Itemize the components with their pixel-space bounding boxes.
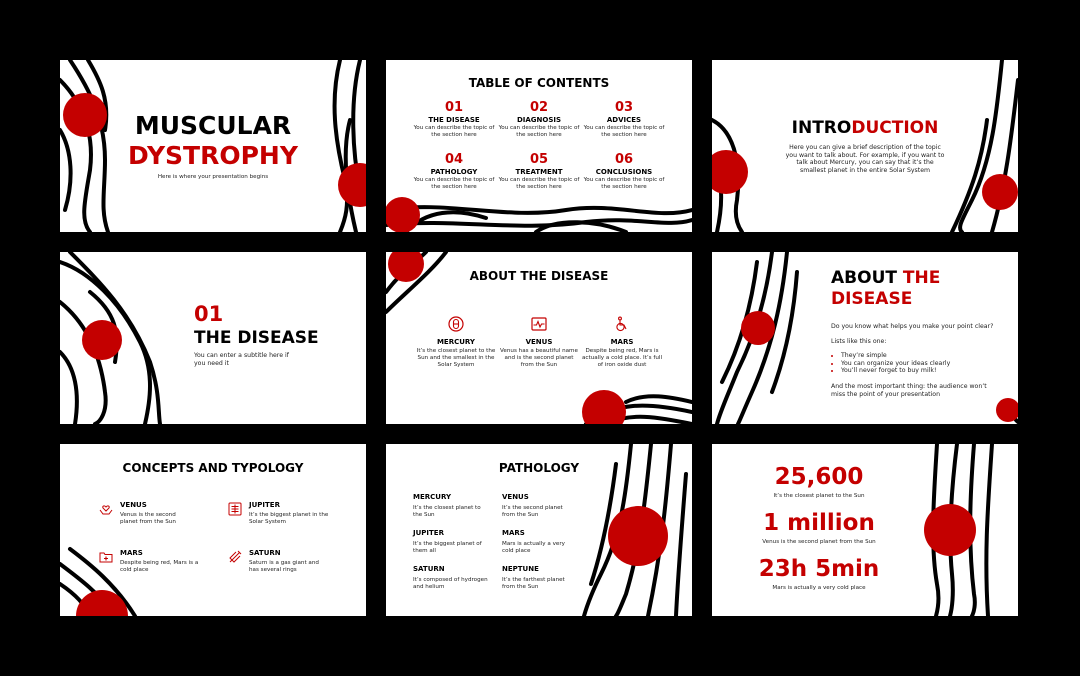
toc-item bbox=[412, 100, 496, 139]
slide-body: Here you can give a brief description of the topic you want to talk about. For example, if you want to talk about Mercury, you can say that it’s the smallest planet in the entire Solar System bbox=[785, 144, 945, 174]
slide-title: CONCEPTS AND TYPOLOGY bbox=[122, 461, 304, 475]
syringe-icon bbox=[228, 550, 242, 564]
slide-title bbox=[831, 268, 1011, 310]
title-part-black: ABOUT bbox=[831, 268, 903, 288]
toc-description: You can describe the topic of the section here bbox=[583, 177, 665, 190]
toc-item bbox=[497, 100, 581, 139]
slide-5-about-disease-icons-thumbnail[interactable] bbox=[386, 252, 692, 424]
feature-description: Despite being red, Mars is actually a cold place. It’s full of iron oxide dust bbox=[582, 348, 662, 368]
concept-title: VENUS bbox=[120, 501, 147, 509]
section-number: 01 bbox=[194, 302, 224, 326]
red-circle bbox=[608, 506, 668, 566]
wheelchair-icon bbox=[614, 316, 630, 332]
slide-title bbox=[712, 118, 1018, 138]
title-part-red: THE bbox=[902, 268, 941, 288]
slide-1-title-thumbnail[interactable] bbox=[60, 60, 366, 232]
slide-2-table-of-contents-thumbnail[interactable] bbox=[386, 60, 692, 232]
toc-description: You can describe the topic of the section here bbox=[498, 177, 580, 190]
hands-heart-icon bbox=[99, 502, 113, 516]
red-circle bbox=[63, 93, 107, 137]
slide-8-pathology-thumbnail[interactable] bbox=[386, 444, 692, 616]
heart-monitor-icon bbox=[531, 316, 547, 332]
pill-capsule-icon bbox=[448, 316, 464, 332]
pathology-description: Mars is actually a very cold place bbox=[502, 541, 565, 554]
concept-title: MARS bbox=[120, 549, 143, 557]
red-circle bbox=[924, 504, 976, 556]
toc-title: THE DISEASE bbox=[428, 116, 480, 124]
slide-4-section-thumbnail[interactable] bbox=[60, 252, 366, 424]
slide-title-line-2: DYSTROPHY bbox=[128, 141, 298, 170]
toc-title: TREATMENT bbox=[515, 168, 563, 176]
toc-number: 06 bbox=[614, 152, 634, 167]
section-title: THE DISEASE bbox=[194, 328, 319, 348]
stat-value: 23h 5min bbox=[758, 556, 880, 582]
stat-value: 25,600 bbox=[774, 464, 864, 490]
red-circle bbox=[996, 398, 1018, 422]
list-lead: Lists like this one: bbox=[831, 338, 887, 345]
toc-item bbox=[497, 152, 581, 191]
slide-title: PATHOLOGY bbox=[498, 461, 580, 475]
slide-question: Do you know what helps you make your point clear? bbox=[831, 323, 994, 330]
pathology-description: It’s the second planet from the Sun bbox=[502, 505, 563, 518]
xray-chest-icon bbox=[228, 502, 242, 516]
toc-description: You can describe the topic of the section here bbox=[583, 125, 665, 138]
pathology-title: MARS bbox=[502, 529, 525, 537]
feature-title: VENUS bbox=[525, 338, 553, 346]
title-part-red: DISEASE bbox=[831, 289, 913, 309]
slide-9-stats-thumbnail[interactable] bbox=[712, 444, 1018, 616]
toc-number: 03 bbox=[614, 100, 634, 115]
feature-title: MERCURY bbox=[436, 338, 476, 346]
title-part-red: DUCTION bbox=[851, 118, 939, 138]
feature-description: It’s the closest planet to the Sun and the smallest in the Solar System bbox=[416, 348, 496, 368]
toc-number: 05 bbox=[529, 152, 549, 167]
pathology-title: MERCURY bbox=[413, 493, 452, 501]
toc-number: 04 bbox=[444, 152, 464, 167]
slide-title-line-1: MUSCULAR bbox=[134, 111, 292, 140]
slide-subtitle: Here is where your presentation begins bbox=[157, 174, 269, 180]
stat-description: It’s the closest planet to the Sun bbox=[773, 493, 865, 499]
red-circle bbox=[982, 174, 1018, 210]
pathology-title: JUPITER bbox=[413, 529, 444, 537]
stat-value: 1 million bbox=[763, 510, 875, 536]
slide-title: ABOUT THE DISEASE bbox=[469, 269, 609, 283]
toc-description: You can describe the topic of the section here bbox=[498, 125, 580, 138]
bullet-list bbox=[831, 352, 1011, 375]
toc-description: You can describe the topic of the section here bbox=[413, 177, 495, 190]
toc-number: 01 bbox=[444, 100, 464, 115]
medical-folder-icon bbox=[99, 550, 113, 564]
concept-description: It’s the biggest planet in the Solar System bbox=[249, 512, 329, 525]
concept-description: Saturn is a gas giant and has several rings bbox=[249, 560, 319, 573]
pathology-description: It’s composed of hydrogen and helium bbox=[413, 577, 488, 590]
red-circle bbox=[82, 320, 122, 360]
toc-title: DIAGNOSIS bbox=[516, 116, 562, 124]
concept-description: Venus is the second planet from the Sun bbox=[120, 512, 176, 525]
toc-number: 02 bbox=[529, 100, 549, 115]
toc-title: ADVICES bbox=[606, 116, 642, 124]
red-circle bbox=[582, 390, 626, 424]
bullet-item: • You’ll never forget to buy milk! bbox=[841, 367, 1011, 375]
pathology-description: It’s the farthest planet from the Sun bbox=[502, 577, 565, 590]
section-subtitle: You can enter a subtitle here if you need it bbox=[194, 352, 289, 367]
slide-3-introduction-thumbnail[interactable] bbox=[712, 60, 1018, 232]
slide-7-concepts-typology-thumbnail[interactable] bbox=[60, 444, 366, 616]
red-circle bbox=[712, 150, 748, 194]
bullet-item: • You can organize your ideas clearly bbox=[841, 360, 1011, 368]
toc-item bbox=[582, 152, 666, 191]
feature-description: Venus has a beautiful name and is the second planet from the Sun bbox=[500, 348, 578, 368]
slide-closing: And the most important thing: the audience won’t miss the point of your presentation bbox=[831, 383, 987, 398]
toc-description: You can describe the topic of the section here bbox=[413, 125, 495, 138]
red-circle bbox=[386, 197, 420, 232]
pathology-title: SATURN bbox=[413, 565, 445, 573]
toc-title: CONCLUSIONS bbox=[595, 168, 653, 176]
slide-6-about-disease-list-thumbnail[interactable] bbox=[712, 252, 1018, 424]
feature-item bbox=[416, 316, 496, 369]
red-circle bbox=[741, 311, 775, 345]
toc-item bbox=[582, 100, 666, 139]
pathology-description: It’s the biggest planet of them all bbox=[413, 541, 482, 554]
concept-title: SATURN bbox=[249, 549, 281, 557]
stat-description: Venus is the second planet from the Sun bbox=[762, 539, 876, 545]
bullet-item: • They’re simple bbox=[841, 352, 1011, 360]
concept-title: JUPITER bbox=[249, 501, 280, 509]
toc-title: PATHOLOGY bbox=[430, 168, 478, 176]
title-part-black: INTRO bbox=[791, 118, 852, 138]
concept-description: Despite being red, Mars is a cold place bbox=[120, 560, 199, 573]
feature-item bbox=[582, 316, 662, 369]
stat-description: Mars is actually a very cold place bbox=[772, 585, 866, 591]
pathology-title: VENUS bbox=[502, 493, 529, 501]
feature-title: MARS bbox=[610, 338, 634, 346]
pathology-description: It’s the closest planet to the Sun bbox=[413, 505, 481, 518]
pathology-title: NEPTUNE bbox=[502, 565, 539, 573]
toc-item bbox=[412, 152, 496, 191]
slide-title: TABLE OF CONTENTS bbox=[468, 76, 610, 90]
feature-item bbox=[499, 316, 579, 369]
